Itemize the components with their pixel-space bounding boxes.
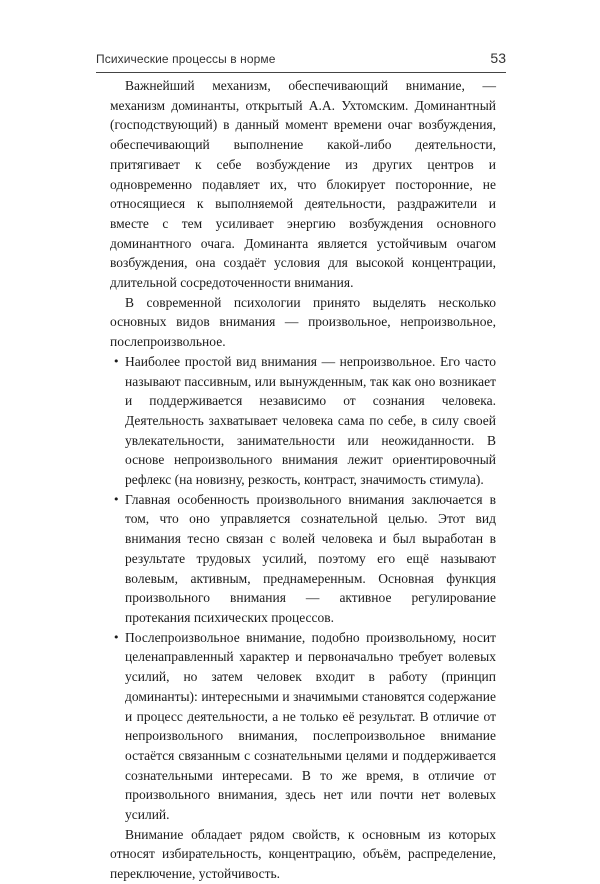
chapter-title: Психические процессы в норме — [96, 52, 276, 66]
list-item-voluntary — [110, 490, 496, 628]
list-item-involuntary — [110, 352, 496, 490]
paragraph-types-of-attention: В современной психологии принято выделять несколько основных видов внимания — произвольное, непроизвольное, послепроизвольное. — [110, 294, 496, 350]
body-text — [110, 76, 496, 884]
paragraph-dominant-mechanism: Важнейший механизм, обеспечивающий внимание, — механизм доминанты, открытый А.А. Ухтомским. Доминантный (господствующий) в данный момент времени очаг возбуждения, обеспечивающий выполнение какой-либо деятельности, притягивает к себе возбуждение из других центров и одновременно подавляет их, что блокирует посторонние, не относящиеся к выполняемой деятельности, раздражители и вместе с тем усиливает энергию возбуждения основного доминантного очага. Доминанта является устойчивым очагом возбуждения, она создаёт условия для высокой концентрации, длительной сосредоточенности внимания. — [110, 78, 496, 291]
attention-types-list — [110, 352, 496, 825]
list-item-text: Главная особенность произвольного внимания заключается в том, что оно управляется сознательной целью. Этот вид внимания тесно связан с волей человека и был выработан в результате трудовых усилий, поэтому его ещё называют волевым, активным, преднамеренным. Основная функция произвольного внимания — активное регулирование протекания психических процессов. — [125, 491, 496, 625]
page-number: 53 — [490, 50, 506, 66]
list-item-text: Наиболее простой вид внимания — непроизвольное. Его часто называют пассивным, или вынужденным, так как оно возникает и поддерживается независимо от сознания человека. Деятельность захватывает человека сама по себе, в силу своей увлекательности, занимательности или неожиданности. В основе непроизвольного внимания лежит ориентировочный рефлекс (на новизну, резкость, контраст, значимость стимула). — [125, 353, 496, 488]
list-item-text: Послепроизвольное внимание, подобно произвольному, носит целенаправленный характер и первоначально требует волевых усилий, но затем человек входит в работу (принцип доминанты): интересными и значимыми становятся содержание и процесс деятельности, а не только её результат. В отличие от непроизвольного внимания, послепроизвольное внимание остаётся связанным с сознательными целями и поддерживается сознательными интересами. В то же время, в отличие от произвольного внимания, здесь нет или почти нет волевых усилий. — [125, 629, 496, 823]
running-header — [96, 50, 506, 73]
bullet-icon: • — [113, 492, 120, 506]
list-item-post-voluntary — [110, 628, 496, 825]
paragraph-attention-properties: Внимание обладает рядом свойств, к основным из которых относят избирательность, концентрацию, объём, распределение, переключение, устойчивость. — [110, 826, 496, 882]
bullet-icon: • — [113, 354, 120, 368]
bullet-icon: • — [113, 630, 120, 644]
